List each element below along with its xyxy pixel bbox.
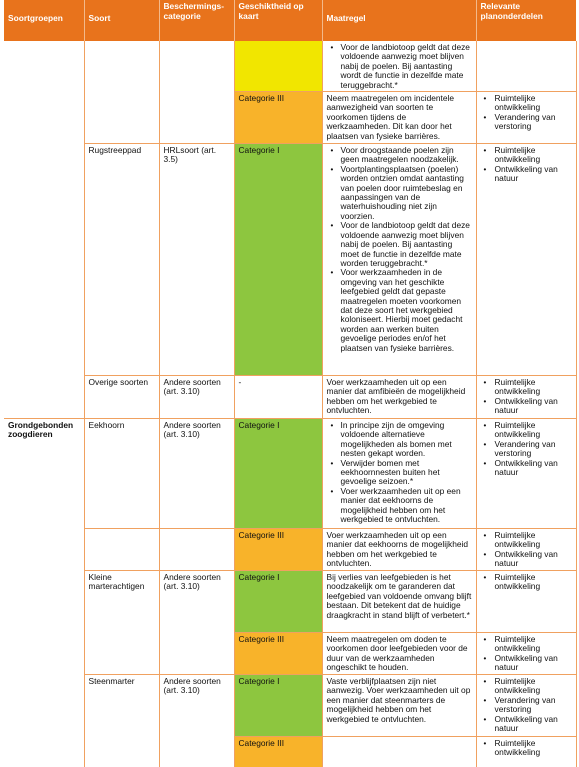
cell-soortgroep [4, 144, 84, 376]
cell-maatregel: Vaste verblijfplaatsen zijn niet aanwezig. Voer werkzaamheden uit op een manier dat steenmarters de mogelijkheid hebben om het werkgebied te ontvluchten. [322, 675, 476, 737]
cell-beschermingscategorie [159, 529, 234, 571]
planonderdeel-item: • Ontwikkeling van natuur [495, 397, 572, 416]
planonderdeel-item: • Ruimtelijke ontwikkeling [495, 378, 572, 397]
cell-beschermingscategorie: Andere soorten (art. 3.10) [159, 376, 234, 419]
maatregel-item: • Voor werkzaamheden in de omgeving van het geschikte leefgebied geldt dat gepaste maatregelen moeten voorkomen dat deze soort het werkgebied koloniseert. Hierbij moet gedacht worden aan werken buiten gevoelige periodes en/of het plaatsen van fysieke barrières. [341, 268, 472, 353]
planonderdeel-item: • Ruimtelijke ontwikkeling [495, 531, 572, 550]
cell-soort: Steenmarter [84, 675, 159, 737]
cell-relevante [476, 737, 576, 767]
cell-relevante [476, 571, 576, 633]
cell-geschiktheid: Categorie I [234, 144, 322, 376]
cell-soortgroep [4, 376, 84, 419]
maatregel-item: • In principe zijn de omgeving voldoende alternatieve mogelijkheden als bomen met nesten gekapt worden. [341, 421, 472, 459]
header-beschermingscategorie: Beschermings-categorie [159, 0, 234, 41]
cell-soort: Overige soorten [84, 376, 159, 419]
planonderdeel-item: • Ruimtelijke ontwikkeling [495, 421, 572, 440]
cell-maatregel: Bij verlies van leefgebieden is het noodzakelijk om te garanderen dat leefgebied van voldoende omvang blijft bestaan. Dit betekent dat de huidige draagkracht in stand blijft of verbetert.* [322, 571, 476, 633]
planonderdeel-item: • Ruimtelijke ontwikkeling [495, 677, 572, 696]
table-row [4, 144, 576, 376]
table-row [4, 675, 576, 737]
planonderdeel-item: • Verandering van verstoring [495, 696, 572, 715]
table-header-row [4, 0, 576, 41]
cell-geschiktheid: Categorie III [234, 737, 322, 767]
planonderdeel-item: • Ruimtelijke ontwikkeling [495, 573, 572, 592]
cell-relevante [476, 376, 576, 419]
cell-maatregel: Neem maatregelen om incidentele aanwezigheid van soorten te voorkomen tijdens de werkzaamheden. Dit kan door het plaatsen van fysieke barrières. [322, 92, 476, 144]
cell-relevante [476, 633, 576, 675]
planonderdeel-item: • Verandering van verstoring [495, 440, 572, 459]
cell-beschermingscategorie [159, 41, 234, 92]
cell-geschiktheid: Categorie III [234, 633, 322, 675]
maatregel-item: • Voor de landbiotoop geldt dat deze voldoende aanwezig moet blijven nabij de poelen. Bij aantasting wordt de functie in dezelfde mate teruggebracht.* [341, 43, 472, 90]
cell-beschermingscategorie: Andere soorten (art. 3.10) [159, 419, 234, 529]
cell-relevante [476, 92, 576, 144]
table-row [4, 633, 576, 675]
maatregel-item: • Voor droogstaande poelen zijn geen maatregelen noodzakelijk. [341, 146, 472, 165]
planonderdeel-item: • Ontwikkeling van natuur [495, 715, 572, 734]
planonderdeel-item: • Ruimtelijke ontwikkeling [495, 94, 572, 113]
cell-soortgroep [4, 92, 84, 144]
cell-soort: Eekhoorn [84, 419, 159, 529]
table-row [4, 41, 576, 92]
cell-beschermingscategorie: Andere soorten (art. 3.10) [159, 571, 234, 633]
cell-geschiktheid: Categorie I [234, 571, 322, 633]
table-row [4, 529, 576, 571]
cell-maatregel [322, 419, 476, 529]
cell-soort: Kleine marterachtigen [84, 571, 159, 633]
cell-soort [84, 41, 159, 92]
cell-relevante [476, 529, 576, 571]
cell-beschermingscategorie [159, 92, 234, 144]
cell-maatregel: Neem maatregelen om doden te voorkomen door leefgebieden voor de duur van de werkzaamheden ongeschikt te houden. [322, 633, 476, 675]
cell-soort [84, 633, 159, 675]
header-relevante-planonderdelen: Relevante planonderdelen [476, 0, 576, 41]
cell-beschermingscategorie [159, 737, 234, 767]
cell-soort [84, 737, 159, 767]
cell-maatregel [322, 737, 476, 767]
table-row [4, 92, 576, 144]
header-soortgroepen: Soortgroepen [4, 0, 84, 41]
cell-soortgroep [4, 633, 84, 675]
planonderdeel-item: • Ontwikkeling van natuur [495, 550, 572, 569]
planonderdeel-item: • Ontwikkeling van natuur [495, 165, 572, 184]
cell-geschiktheid [234, 41, 322, 92]
maatregel-item: • Verwijder bomen met eekhoornnesten buiten het gevoelige seizoen.* [341, 459, 472, 487]
planonderdeel-item: • Ontwikkeling van natuur [495, 459, 572, 478]
cell-relevante [476, 144, 576, 376]
maatregel-item: • Voor de landbiotoop geldt dat deze voldoende aanwezig moet blijven nabij de poelen. Bij aantasting moet de functie in dezelfde mate worden teruggebracht.* [341, 221, 472, 268]
cell-geschiktheid: - [234, 376, 322, 419]
header-maatregel: Maatregel [322, 0, 476, 41]
cell-maatregel: Voer werkzaamheden uit op een manier dat amfibieën de mogelijkheid hebben om het werkgebied te ontvluchten. [322, 376, 476, 419]
cell-soortgroep [4, 675, 84, 737]
planonderdeel-item: • Verandering van verstoring [495, 113, 572, 132]
planonderdeel-item: • Ruimtelijke ontwikkeling [495, 635, 572, 654]
cell-geschiktheid: Categorie I [234, 419, 322, 529]
cell-relevante [476, 419, 576, 529]
cell-soort [84, 92, 159, 144]
species-measures-table [4, 0, 577, 767]
cell-soort [84, 529, 159, 571]
cell-soortgroep [4, 41, 84, 92]
cell-relevante [476, 675, 576, 737]
table-row [4, 737, 576, 767]
cell-maatregel [322, 144, 476, 376]
maatregel-item: • Voer werkzaamheden uit op een manier dat eekhoorns de mogelijkheid hebben om het werkgebied te ontvluchten. [341, 487, 472, 525]
cell-soortgroep: Grondgebonden zoogdieren [4, 419, 84, 529]
header-geschiktheid: Geschiktheid op kaart [234, 0, 322, 41]
table-row [4, 571, 576, 633]
cell-beschermingscategorie: HRLsoort (art. 3.5) [159, 144, 234, 376]
planonderdeel-item: • Ruimtelijke ontwikkeling [495, 739, 572, 758]
cell-geschiktheid: Categorie III [234, 92, 322, 144]
cell-soortgroep [4, 529, 84, 571]
cell-maatregel [322, 41, 476, 92]
cell-geschiktheid: Categorie III [234, 529, 322, 571]
planonderdeel-item: • Ruimtelijke ontwikkeling [495, 146, 572, 165]
cell-soort: Rugstreeppad [84, 144, 159, 376]
cell-soortgroep [4, 571, 84, 633]
table-row [4, 376, 576, 419]
cell-relevante [476, 41, 576, 92]
planonderdeel-item: • Ontwikkeling van natuur [495, 654, 572, 673]
header-soort: Soort [84, 0, 159, 41]
cell-beschermingscategorie [159, 633, 234, 675]
table-row [4, 419, 576, 529]
cell-beschermingscategorie: Andere soorten (art. 3.10) [159, 675, 234, 737]
cell-soortgroep [4, 737, 84, 767]
maatregel-item: • Voortplantingsplaatsen (poelen) worden ontzien omdat aantasting van poelen door ruimtebeslag en aanpassingen van de waterhuishouding niet zijn voorzien. [341, 165, 472, 221]
cell-maatregel: Voer werkzaamheden uit op een manier dat eekhoorns de mogelijkheid hebben om het werkgebied te ontvluchten. [322, 529, 476, 571]
cell-geschiktheid: Categorie I [234, 675, 322, 737]
